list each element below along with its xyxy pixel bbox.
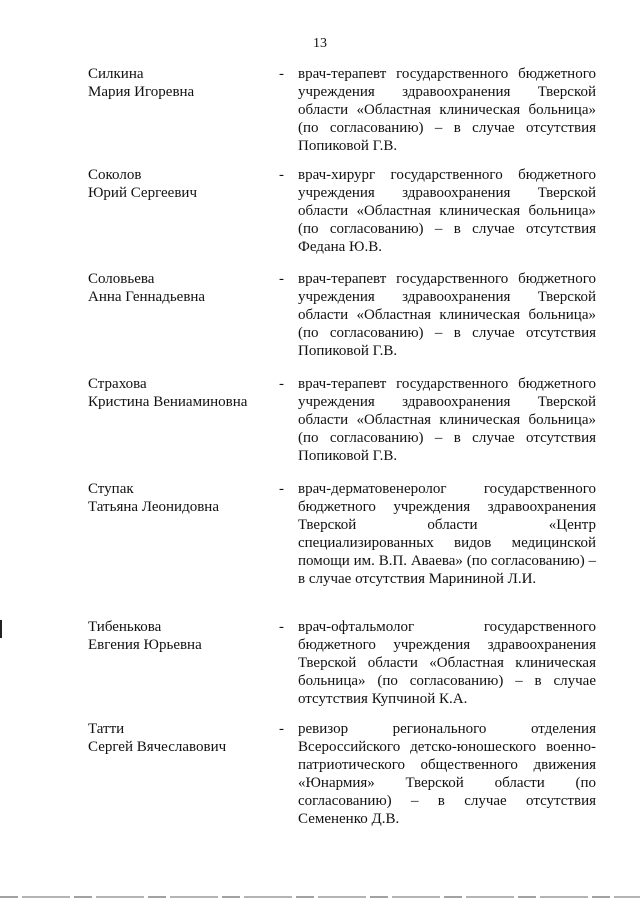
person-name — [88, 618, 278, 654]
margin-mark — [0, 620, 2, 638]
given-names: Кристина Вениаминовна — [88, 394, 248, 410]
surname: Соловьева — [88, 271, 155, 287]
person-name — [88, 720, 278, 756]
separator-dash: - — [279, 271, 284, 287]
person-name — [88, 166, 278, 202]
given-names: Мария Игоревна — [88, 84, 195, 100]
position-description: врач-терапевт государственного бюджетного учреждения здравоохранения Тверской области «Областная клиническая больница» (по согласованию) – в случае отсутствия Попиковой Г.В. — [298, 271, 596, 359]
separator-dash: - — [279, 376, 284, 392]
surname: Страхова — [88, 376, 147, 392]
person-name — [88, 65, 278, 101]
page-number: 13 — [313, 36, 327, 51]
given-names: Анна Геннадьевна — [88, 289, 206, 305]
scan-edge-line — [0, 896, 640, 898]
separator-dash: - — [279, 167, 284, 183]
position-description: врач-терапевт государственного бюджетного учреждения здравоохранения Тверской области «Областная клиническая больница» (по согласованию) – в случае отсутствия Попиковой Г.В. — [298, 66, 596, 154]
position-description: врач-хирург государственного бюджетного учреждения здравоохранения Тверской области «Областная клиническая больница» (по согласованию) – в случае отсутствия Федана Ю.В. — [298, 167, 596, 255]
surname: Соколов — [88, 167, 142, 183]
position-description: врач-офтальмолог государственного бюджетного учреждения здравоохранения Тверской области «Областная клиническая больница» (по согласованию) – в случае отсутствия Купчиной К.А. — [298, 619, 596, 707]
separator-dash: - — [279, 66, 284, 82]
person-name — [88, 270, 278, 306]
separator-dash: - — [279, 619, 284, 635]
given-names: Татьяна Леонидовна — [88, 499, 219, 515]
surname: Силкина — [88, 66, 144, 82]
separator-dash: - — [279, 721, 284, 737]
surname: Ступак — [88, 481, 134, 497]
separator-dash: - — [279, 481, 284, 497]
person-name — [88, 480, 278, 516]
person-name — [88, 375, 278, 411]
given-names: Сергей Вячеславович — [88, 739, 227, 755]
position-description: ревизор регионального отделения Всероссийского детско-юношеского военно-патриотического общественного движения «Юнармия» Тверской области (по согласованию) – в случае отсутствия Семененко Д.В. — [298, 721, 596, 827]
surname: Татти — [88, 721, 125, 737]
surname: Тибенькова — [88, 619, 162, 635]
given-names: Евгения Юрьевна — [88, 637, 202, 653]
position-description: врач-терапевт государственного бюджетного учреждения здравоохранения Тверской области «Областная клиническая больница» (по согласованию) – в случае отсутствия Попиковой Г.В. — [298, 376, 596, 464]
given-names: Юрий Сергеевич — [88, 185, 197, 201]
position-description: врач-дерматовенеролог государственного бюджетного учреждения здравоохранения Тверской области «Центр специализированных видов медицинской помощи им. В.П. Аваева» (по согласованию) – в случае отсутствия Марининой Л.И. — [298, 481, 596, 587]
